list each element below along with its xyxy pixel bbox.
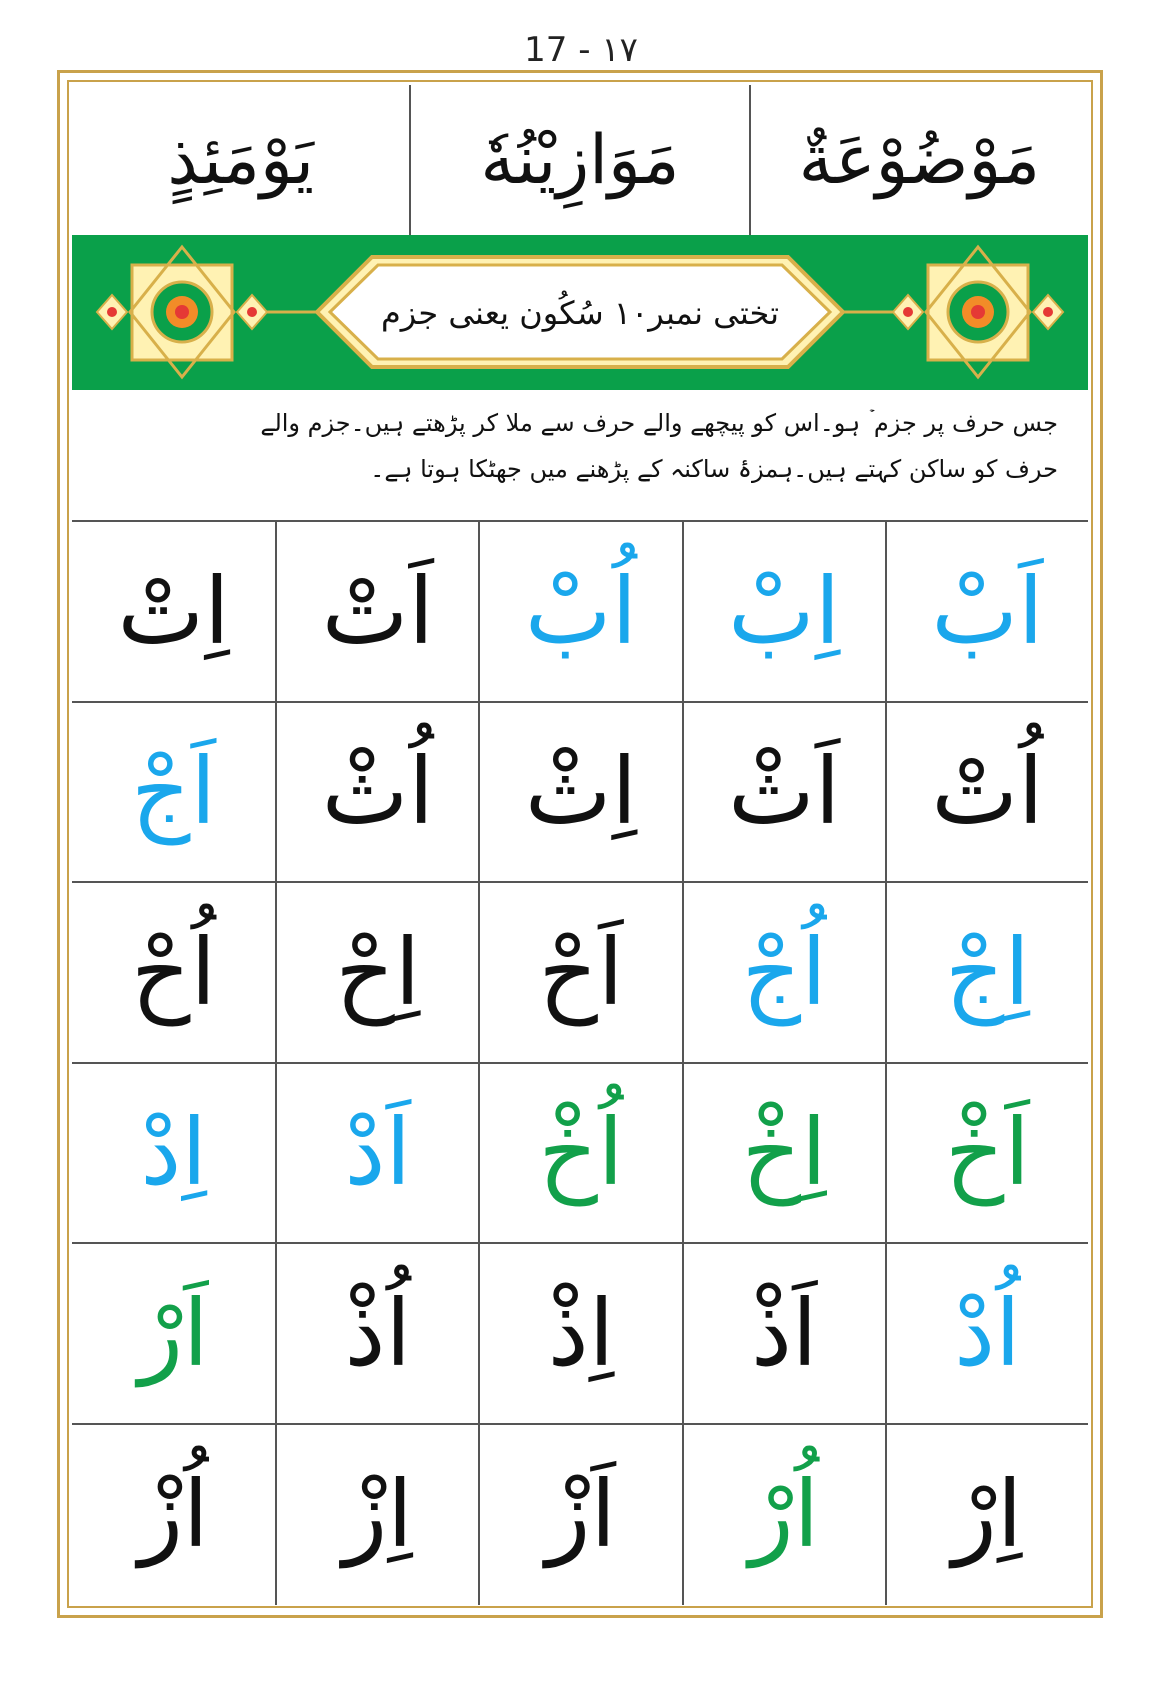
letter-cell: اَثْ [682,703,885,884]
letter-cell: اِثْ [478,703,681,884]
letter-cell: اَبْ [885,522,1088,703]
letter-cell: اَحْ [478,883,681,1064]
letter-cell: اِحْ [275,883,478,1064]
letter-cell: اُذْ [275,1244,478,1425]
letter-cell: اِدْ [72,1064,275,1245]
lesson-panel [72,85,1088,1603]
left-ornament-icon [97,247,317,377]
letter-cell: اُحْ [72,883,275,1064]
letter-cell: اُجْ [682,883,885,1064]
lesson-banner [72,235,1088,390]
letter-cell: اُخْ [478,1064,681,1245]
example-word: يَوْمَئِذٍ [72,85,411,235]
letter-cell: اُتْ [885,703,1088,884]
letter-cell: اَتْ [275,522,478,703]
letter-cell: اَدْ [275,1064,478,1245]
letter-cell: اُرْ [682,1425,885,1606]
instruction-line: جس حرف پر جزم ۡ ہو۔اس کو پیچھے والے حرف سے ملا کر پڑھتے ہیں۔جزم والے [260,409,1058,437]
letter-cell: اُزْ [138,1461,209,1569]
letter-cell: اِجْ [885,883,1088,1064]
lesson-title: تختی نمبر۱۰ سُکُون یعنی جزم [380,293,780,332]
example-word: مَوَازِيْنُهٗ [411,85,750,235]
lesson-instructions [102,400,1058,500]
letter-cell: اَرْ [72,1244,275,1425]
letter-cell: اُبْ [478,522,681,703]
instruction-line: حرف کو ساکن کہتے ہیں۔ہمزۂ ساکنہ کے پڑھنے میں جھٹکا ہوتا ہے۔ [370,455,1058,483]
right-ornament-icon [843,247,1063,377]
letter-cell: اِرْ [885,1425,1088,1606]
letter-cell: اُدْ [885,1244,1088,1425]
letter-cell: اِبْ [682,522,885,703]
letter-cell: اِتْ [72,522,275,703]
letter-cell: اَزْ [478,1425,681,1606]
page-number: 17 - ١٧ [524,30,638,70]
letter-cell: اِخْ [682,1064,885,1245]
letter-cell: اَخْ [885,1064,1088,1245]
letter-cell: اَذْ [682,1244,885,1425]
letter-cell: اُثْ [275,703,478,884]
letter-cell: اِذْ [478,1244,681,1425]
example-word: مَوْضُوْعَةٌ [798,120,1041,200]
letter-cell: اَجْ [72,703,275,884]
letter-grid [72,520,1088,1605]
example-words-row [72,85,1088,235]
letter-cell: اِزْ [275,1425,478,1606]
